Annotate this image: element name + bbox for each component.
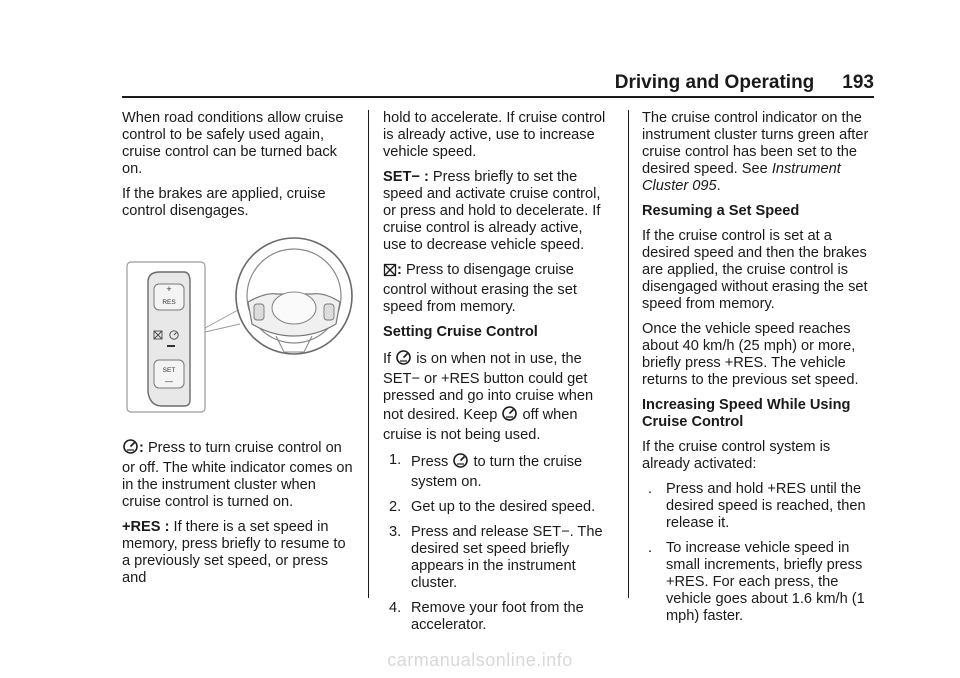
text: Remove your foot from the accelerator. xyxy=(411,600,584,633)
indicator-bar xyxy=(167,345,175,347)
column-2 xyxy=(383,110,609,642)
cruise-onoff-icon xyxy=(122,438,139,460)
steering-wheel-figure xyxy=(126,232,354,414)
step-number: 3. xyxy=(389,524,402,540)
paragraph: If the brakes are applied, cruise control disengages. xyxy=(122,186,326,219)
cancel-icon xyxy=(383,263,397,282)
plus-label: + xyxy=(166,284,172,294)
text: Press and hold +RES until the desired speed is reached, then release it. xyxy=(666,481,866,531)
res-label: RES xyxy=(162,299,176,306)
paragraph xyxy=(383,349,609,444)
cruise-onoff-icon xyxy=(501,405,518,427)
text: desired. Keep xyxy=(407,407,498,423)
lower-spoke xyxy=(276,336,312,352)
paragraph: When road conditions allow cruise control to be safely used again, cruise control can be turned back on. xyxy=(122,110,344,177)
list-item xyxy=(383,452,609,491)
cancel-text: Press to disengage cruise control without erasing the set speed from memory. xyxy=(383,262,577,315)
bullet-icon: . xyxy=(648,540,653,556)
page-header xyxy=(615,72,874,94)
step-number: 1. xyxy=(389,452,402,468)
text: The cruise control indicator on the instrument cluster turns green after cruise control has been set to the desired speed. See xyxy=(642,110,869,177)
onoff-text: Press to turn cruise control on or off. The white indicator comes on in the instrument cluster when cruise control is turned on. xyxy=(122,440,353,510)
paragraph: Once the vehicle speed reaches about 40 km/h (25 mph) or more, briefly press +RES. The vehicle returns to the previous set speed. xyxy=(642,321,859,388)
cross-reference-link[interactable]: Instrument Cluster xyxy=(642,161,841,194)
res-term: +RES : xyxy=(122,519,170,535)
column-1-lower xyxy=(122,438,354,595)
set-term: SET− : xyxy=(383,169,429,185)
horn-pad xyxy=(272,292,316,324)
text: Press xyxy=(411,454,449,470)
page-reference[interactable]: 95 xyxy=(700,178,717,194)
paragraph: If the cruise control system is already activated: xyxy=(642,439,831,472)
set-description xyxy=(383,169,609,254)
column-1 xyxy=(122,110,354,228)
section-heading: Setting Cruise Control xyxy=(383,324,538,340)
text: is on when not in use, the SET− or +RES button could get pressed and go into cruise when not xyxy=(383,351,594,423)
res-description xyxy=(122,519,354,587)
watermark: carmanualsonline.info xyxy=(387,650,573,670)
list-item xyxy=(383,524,609,592)
section-heading: Resuming a Set Speed xyxy=(642,203,800,219)
set-label: SET xyxy=(162,367,176,374)
header-rule xyxy=(122,96,874,98)
text: . xyxy=(716,178,721,194)
column-divider xyxy=(368,110,369,598)
step-number: 4. xyxy=(389,600,402,616)
steps-list xyxy=(383,452,609,634)
ref-arrow-icon: 0 xyxy=(692,178,701,194)
page-number: 193 xyxy=(842,72,874,93)
cruise-onoff-icon xyxy=(395,349,412,371)
left-switch-group xyxy=(254,304,264,320)
list-item xyxy=(383,499,609,516)
text: If xyxy=(383,351,392,367)
column-3 xyxy=(642,110,876,633)
text: off when cruise is not being used. xyxy=(383,407,578,443)
section-title: Driving and Operating xyxy=(614,72,815,93)
column-divider xyxy=(628,110,629,598)
paragraph: If the cruise control is set at a desired speed and then the brakes are applied, the cruise control is disengaged without erasing the set speed from memory. xyxy=(642,228,868,312)
res-text: If there is a set speed in memory, press briefly to resume to a previously set speed, or press and xyxy=(122,519,346,586)
cancel-description xyxy=(383,262,609,316)
paragraph: hold to accelerate. If cruise control is already active, use to increase vehicle speed. xyxy=(383,110,606,160)
onoff-separator: : xyxy=(139,440,144,456)
text: to turn the cruise system on. xyxy=(411,454,583,490)
set-text: Press briefly to set the speed and activate cruise control, or press and hold to decelerate. If cruise control is already active, use to decrease vehicle speed. xyxy=(383,169,601,253)
list-item xyxy=(383,600,609,634)
cancel-separator: : xyxy=(397,262,402,278)
bullet-icon: . xyxy=(648,481,653,497)
minus-label: — xyxy=(165,377,173,386)
list-item xyxy=(642,481,876,532)
paragraph xyxy=(642,110,876,195)
right-switch-group xyxy=(324,304,334,320)
section-heading: Increasing Speed While Using Cruise Control xyxy=(642,397,851,430)
bullet-list xyxy=(642,481,876,625)
steering-wheel-illustration xyxy=(126,232,354,414)
onoff-description xyxy=(122,438,354,511)
cruise-onoff-icon xyxy=(452,452,469,474)
text: To increase vehicle speed in small increments, briefly press +RES. For each press, the vehicle goes about 1.6 km/h (1 mph) faster. xyxy=(666,540,865,624)
list-item xyxy=(642,540,876,625)
text: Get up to the desired speed. xyxy=(411,499,596,515)
text: Press and release SET−. The desired set speed briefly appears in the instrument cluster. xyxy=(411,524,603,591)
step-number: 2. xyxy=(389,499,402,515)
